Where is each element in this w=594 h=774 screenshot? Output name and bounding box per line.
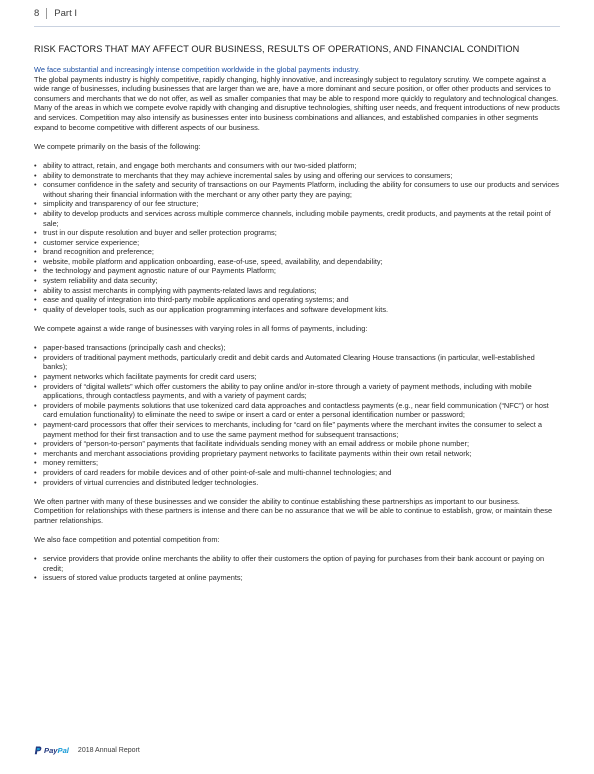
list-item [34,257,560,267]
list-item [34,238,560,248]
list-item-text: brand recognition and preference; [43,247,154,257]
list-item [34,439,560,449]
bullet-icon: • [34,573,37,583]
bullet-icon: • [34,439,37,449]
list-item [34,180,560,199]
list-item [34,382,560,401]
list-item-text: website, mobile platform and application onboarding, ease-of-use, speed, availability, and dependability; [43,256,383,266]
bullet-icon: • [34,247,37,257]
partner-paragraph: We often partner with many of these businesses and we consider the ability to continue establishing these partnerships as important to our business. Competition for relationships with these partners is intense and there can be no assurance that we will be able to continue to establish, grow, or maintain these partner relationships. [34,496,553,525]
bullet-icon: • [34,228,37,238]
list-item-text: service providers that provide online merchants the ability to offer their customers the option of paying for purchases from their bank account or paying on credit; [43,554,545,573]
list-item-text: ability to demonstrate to merchants that they may achieve incremental sales by using and offering our services to consumers; [43,170,453,180]
paypal-logo [34,746,69,755]
bullet-icon: • [34,477,37,487]
page-number: 8 [34,7,40,19]
page-header [34,6,77,20]
bullet-icon: • [34,343,37,353]
list-item-text: paper-based transactions (principally cash and checks); [43,343,226,353]
bullet-icon: • [34,276,37,286]
list-item-text: simplicity and transparency of our fee structure; [43,199,199,209]
list-item-text: providers of “person-to-person” payments that facilitate individuals sending money with an email address or mobile phone number; [43,439,470,449]
list-item-text: trust in our dispute resolution and buyer and seller protection programs; [43,228,277,238]
list-item-text: the technology and payment agnostic nature of our Payments Platform; [43,266,276,276]
list-item [34,554,560,573]
list-item-text: customer service experience; [43,237,140,247]
paypal-logo-pal: Pal [57,745,69,755]
list-item-text: payment-card processors that offer their services to merchants, including for “card on file” payments where the merchant invites the consumer to select a payment method for their first transaction and to use the same payment method for subsequent transactions; [43,419,542,439]
list-item [34,295,560,305]
list-item [34,247,560,257]
list-item [34,161,560,171]
list-item [34,199,560,209]
list-item-text: money remitters; [43,458,99,468]
header-divider [46,8,47,19]
list-item-text: providers of traditional payment methods, particularly credit and debit cards and Automated Clearing House transactions (in particular, well-established banks); [43,352,535,372]
paypal-logo-pay: Pay [44,745,58,755]
list-item [34,468,560,478]
list-item [34,343,560,353]
paypal-p-icon [34,746,42,755]
bullet-icon: • [34,266,37,276]
list-item-text: consumer confidence in the safety and security of transactions on our Payments Platform, including the ability for consumers to use our products and services without sharing their financial information with the merchant or any other party they are paying; [43,180,559,199]
list-item-text: system reliability and data security; [43,276,158,286]
list-item [34,286,560,296]
bullet-icon: • [34,256,37,266]
intro-paragraph: The global payments industry is highly competitive, rapidly changing, highly innovative, and increasingly subject to regulatory scrutiny. We compete against a wide range of businesses, including businesses that are larger than we are, have a more dominant and secure position, or offer other products and services to consumers and merchants that we do not offer, as well as smaller companies that may be able to respond more quickly to regulatory and technological changes. Many of the areas in which we compete evolve rapidly with changing and disruptive technologies, shifting user needs, and frequent introductions of new products and services. Competition may also intensify as businesses enter into business combinations and alliances, and established companies in other segments expand to become competitive with different aspects of our business. [34,74,560,132]
businesses-list [34,343,560,487]
basis-lead: We compete primarily on the basis of the following: [34,141,201,151]
list-item [34,266,560,276]
list-item [34,420,560,439]
list-item [34,276,560,286]
bullet-icon: • [34,400,37,410]
part-label: Part I [54,7,77,19]
basis-list [34,161,560,315]
bullet-icon: • [34,554,37,564]
list-item [34,449,560,459]
list-item-text: payment networks which facilitate payments for credit card users; [43,372,257,381]
bullet-icon: • [34,170,37,180]
list-item [34,305,560,315]
bullet-icon: • [34,448,37,458]
list-item-text: providers of virtual currencies and distributed ledger technologies. [43,477,259,487]
bullet-icon: • [34,419,37,429]
bullet-icon: • [34,208,37,218]
list-item [34,458,560,468]
list-item [34,401,560,420]
report-title: 2018 Annual Report [77,746,140,754]
list-item [34,171,560,181]
bullet-icon: • [34,160,37,170]
competition-lead: We also face competition and potential competition from: [34,535,220,545]
bullet-icon: • [34,352,37,362]
bullet-icon: • [34,304,37,314]
list-item-text: merchants and merchant associations providing proprietary payment networks to facilitate payments within their own retail network; [43,448,472,458]
page-footer [34,744,140,756]
bullet-icon: • [34,180,37,190]
bullet-icon: • [34,237,37,247]
bullet-icon: • [34,372,37,381]
list-item-text: ability to develop products and services across multiple commerce channels, including mobile payments, credit products, and payments at the retail point of sale; [43,208,551,228]
bullet-icon: • [34,295,37,305]
list-item [34,353,560,372]
list-item-text: quality of developer tools, such as our application programming interfaces and software development kits. [43,304,389,314]
header-rule [34,26,560,27]
list-item-text: ability to attract, retain, and engage both merchants and consumers with our two-sided platform; [43,160,357,170]
list-item-text: ease and quality of integration into third-party mobile applications and operating systems; and [43,295,349,305]
list-item [34,372,560,382]
list-item-text: providers of card readers for mobile devices and of other point-of-sale and multi-channel technologies; and [43,467,392,477]
competition-list [34,554,560,583]
bullet-icon: • [34,458,37,468]
list-item-text: providers of “digital wallets” which offer customers the ability to pay online and/or in-store through a variety of payment methods, including with mobile applications, through contactless payments, and with a variety of payment cards; [43,381,532,401]
businesses-lead: We compete against a wide range of businesses with varying roles in all forms of payments, including: [34,324,368,334]
list-item [34,209,560,228]
bullet-icon: • [34,381,37,391]
bullet-icon: • [34,285,37,295]
page-content [34,43,560,583]
list-item [34,228,560,238]
list-item [34,478,560,488]
risk-subhead: We face substantial and increasingly intense competition worldwide in the global payments industry. [34,65,360,74]
section-title: RISK FACTORS THAT MAY AFFECT OUR BUSINESS, RESULTS OF OPERATIONS, AND FINANCIAL CONDITION [34,44,520,54]
bullet-icon: • [34,467,37,477]
list-item-text: ability to assist merchants in complying with payments-related laws and regulations; [43,285,317,295]
list-item-text: issuers of stored value products targeted at online payments; [43,573,243,583]
bullet-icon: • [34,199,37,209]
list-item [34,573,560,583]
list-item-text: providers of mobile payments solutions that use tokenized card data approaches and contactless payments (e.g., near field communication (“NFC”) or host card emulation functionality) to eliminate the need to swipe or insert a card or enter a personal identification number or password; [43,400,549,420]
